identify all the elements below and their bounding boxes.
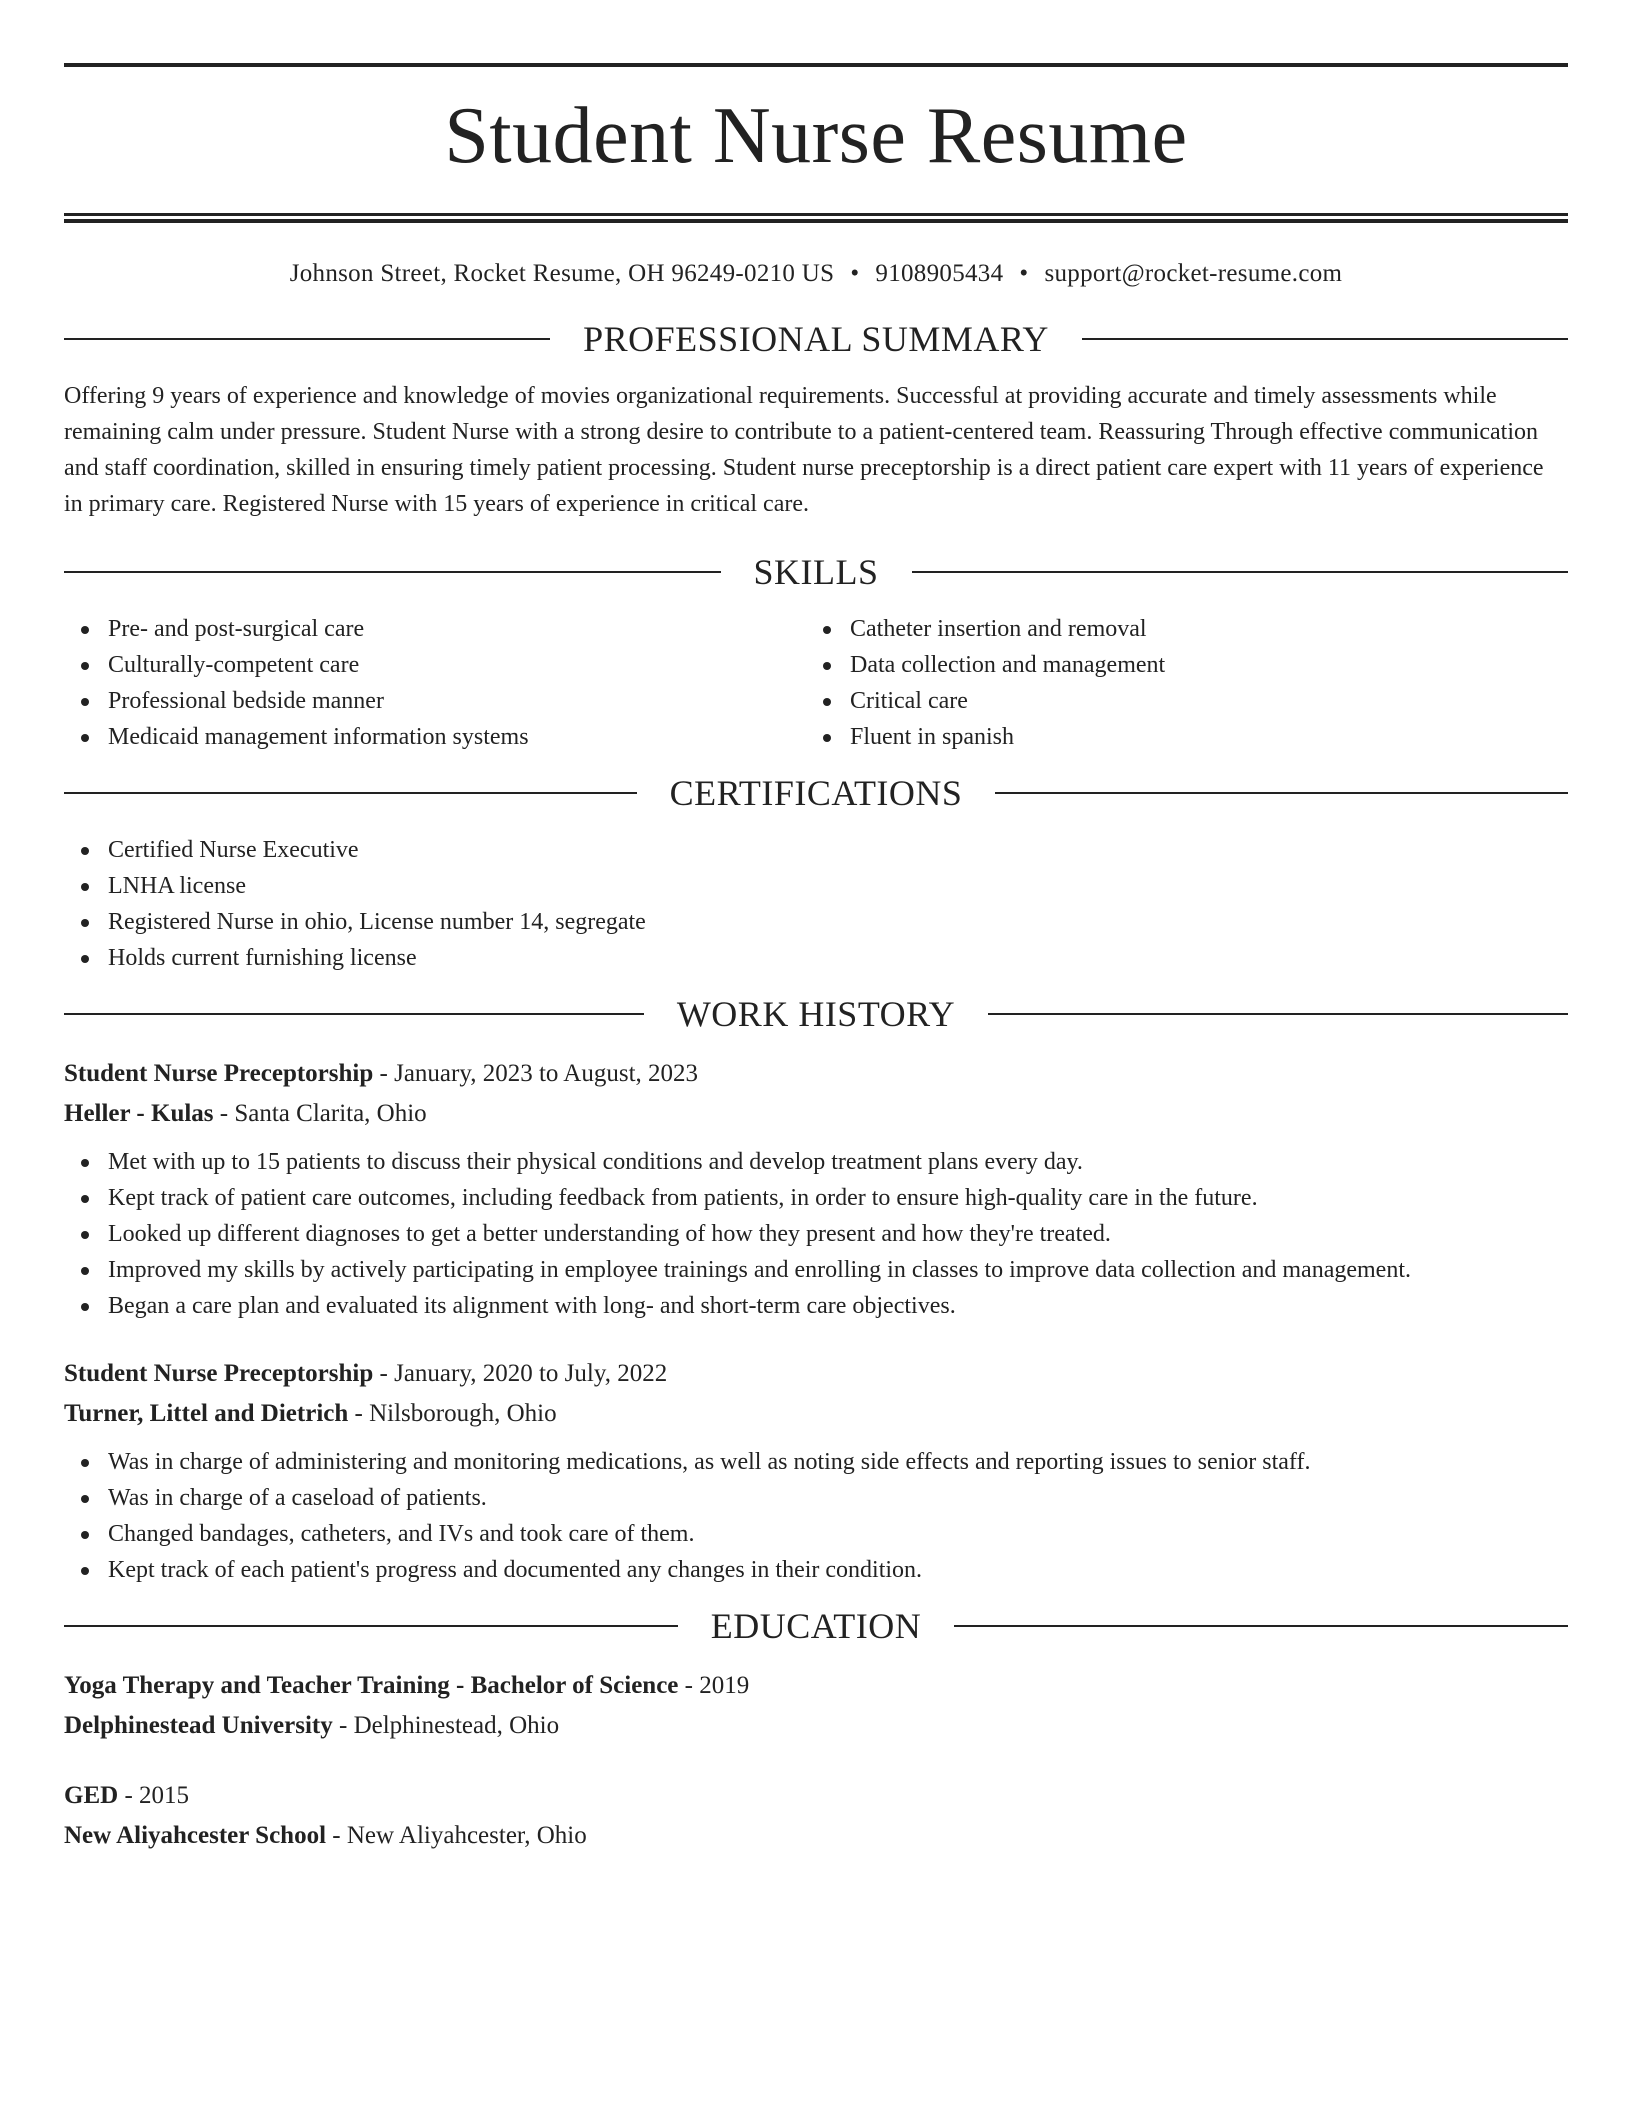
- job-duty: Looked up different diagnoses to get a better understanding of how they present and how they're treated.: [64, 1216, 1568, 1252]
- certification-item: Registered Nurse in ohio, License number 14, segregate: [64, 904, 1568, 940]
- certifications-heading-label: CERTIFICATIONS: [669, 773, 963, 813]
- contact-separator: •: [1019, 260, 1029, 287]
- certifications-heading: [64, 771, 1568, 815]
- skills-columns: [64, 611, 1568, 755]
- education-degree: Yoga Therapy and Teacher Training - Bachelor of Science: [64, 1672, 679, 1699]
- heading-rule-right: [988, 1013, 1568, 1015]
- skills-heading: [64, 550, 1568, 594]
- skill-item: Data collection and management: [806, 647, 1548, 683]
- job-title: Student Nurse Preceptorship: [64, 1060, 374, 1087]
- job-duty: Was in charge of administering and monitoring medications, as well as noting side effects and reporting issues to senior staff.: [64, 1444, 1568, 1480]
- certification-item: Holds current furnishing license: [64, 940, 1568, 976]
- education-year: - 2015: [118, 1782, 190, 1809]
- contact-phone: 9108905434: [875, 260, 1004, 287]
- work-heading: [64, 992, 1568, 1036]
- education-school-line: [64, 1706, 1568, 1746]
- education-degree-line: [64, 1666, 1568, 1706]
- skill-item: Professional bedside manner: [64, 683, 806, 719]
- heading-rule-right: [912, 571, 1569, 573]
- job-title-line: [64, 1054, 1568, 1094]
- job-dates: - January, 2023 to August, 2023: [373, 1060, 699, 1087]
- skills-heading-label: SKILLS: [753, 552, 879, 592]
- contact-email: support@rocket-resume.com: [1044, 260, 1343, 287]
- contact-line: [64, 259, 1568, 289]
- certification-item: LNHA license: [64, 868, 1568, 904]
- heading-rule-right: [1082, 338, 1568, 340]
- heading-rule-right: [995, 792, 1568, 794]
- education-school-line: [64, 1816, 1568, 1856]
- job-title: Student Nurse Preceptorship: [64, 1360, 374, 1387]
- heading-rule-left: [64, 571, 721, 573]
- job-title-line: [64, 1354, 1568, 1394]
- job-duties-list: [64, 1444, 1568, 1588]
- resume-page: [64, 0, 1568, 1856]
- job-duty: Met with up to 15 patients to discuss their physical conditions and develop treatment plans every day.: [64, 1144, 1568, 1180]
- education-degree: GED: [64, 1782, 119, 1809]
- education-location: - New Aliyahcester, Ohio: [326, 1822, 587, 1849]
- education-school: Delphinestead University: [64, 1712, 333, 1739]
- education-degree-line: [64, 1776, 1568, 1816]
- job-company: Turner, Littel and Dietrich: [64, 1400, 349, 1427]
- job-location: - Santa Clarita, Ohio: [213, 1100, 427, 1127]
- job-duty: Was in charge of a caseload of patients.: [64, 1480, 1568, 1516]
- education-location: - Delphinestead, Ohio: [332, 1712, 560, 1739]
- job-company: Heller - Kulas: [64, 1100, 214, 1127]
- heading-rule-left: [64, 792, 637, 794]
- education-entry: [64, 1666, 1568, 1746]
- summary-heading-label: PROFESSIONAL SUMMARY: [583, 319, 1049, 359]
- skill-item: Critical care: [806, 683, 1548, 719]
- education-heading-label: EDUCATION: [710, 1606, 922, 1646]
- summary-text: Offering 9 years of experience and knowledge of movies organizational requirements. Successful at providing accurate and timely assessments while remaining calm under pressure. Student Nurse with a strong desire to contribute to a patient-centered team. Reassuring Through effective communication and staff coordination, skilled in ensuring timely patient processing. Student nurse preceptorship is a direct patient care expert with 11 years of experience in primary care. Registered Nurse with 15 years of experience in critical care.: [64, 383, 1544, 517]
- job-company-line: [64, 1094, 1568, 1134]
- job-duty: Began a care plan and evaluated its alignment with long- and short-term care objectives.: [64, 1288, 1568, 1324]
- skill-item: Medicaid management information systems: [64, 719, 806, 755]
- job-duty: Kept track of patient care outcomes, including feedback from patients, in order to ensure high-quality care in the future.: [64, 1180, 1568, 1216]
- skills-list-left: [64, 611, 806, 755]
- education-school: New Aliyahcester School: [64, 1822, 327, 1849]
- job-duty: Improved my skills by actively participating in employee trainings and enrolling in classes to improve data collection and management.: [64, 1252, 1568, 1288]
- skills-list-right: [806, 611, 1548, 755]
- heading-rule-left: [64, 1013, 644, 1015]
- job-entry: [64, 1354, 1568, 1588]
- skill-item: Fluent in spanish: [806, 719, 1548, 755]
- job-company-line: [64, 1394, 1568, 1434]
- heading-rule-right: [954, 1625, 1568, 1627]
- education-entry: [64, 1776, 1568, 1856]
- education-heading: [64, 1604, 1568, 1648]
- contact-address: Johnson Street, Rocket Resume, OH 96249-0210 US: [289, 260, 835, 287]
- skill-item: Culturally-competent care: [64, 647, 806, 683]
- job-entry: [64, 1054, 1568, 1324]
- work-heading-label: WORK HISTORY: [676, 994, 956, 1034]
- job-duty: Changed bandages, catheters, and IVs and took care of them.: [64, 1516, 1568, 1552]
- skill-item: Catheter insertion and removal: [806, 611, 1548, 647]
- skill-item: Pre- and post-surgical care: [64, 611, 806, 647]
- job-location: - Nilsborough, Ohio: [348, 1400, 557, 1427]
- heading-rule-left: [64, 338, 550, 340]
- heading-rule-left: [64, 1625, 678, 1627]
- certification-item: Certified Nurse Executive: [64, 832, 1568, 868]
- title-double-rule: [64, 213, 1568, 223]
- summary-heading: [64, 317, 1568, 361]
- job-dates: - January, 2020 to July, 2022: [373, 1360, 668, 1387]
- job-duty: Kept track of each patient's progress and documented any changes in their condition.: [64, 1552, 1568, 1588]
- education-year: - 2019: [678, 1672, 750, 1699]
- job-duties-list: [64, 1144, 1568, 1324]
- top-rule: [64, 63, 1568, 67]
- page-title: Student Nurse Resume: [444, 92, 1188, 180]
- contact-separator: •: [850, 260, 860, 287]
- certifications-list: [64, 832, 1568, 976]
